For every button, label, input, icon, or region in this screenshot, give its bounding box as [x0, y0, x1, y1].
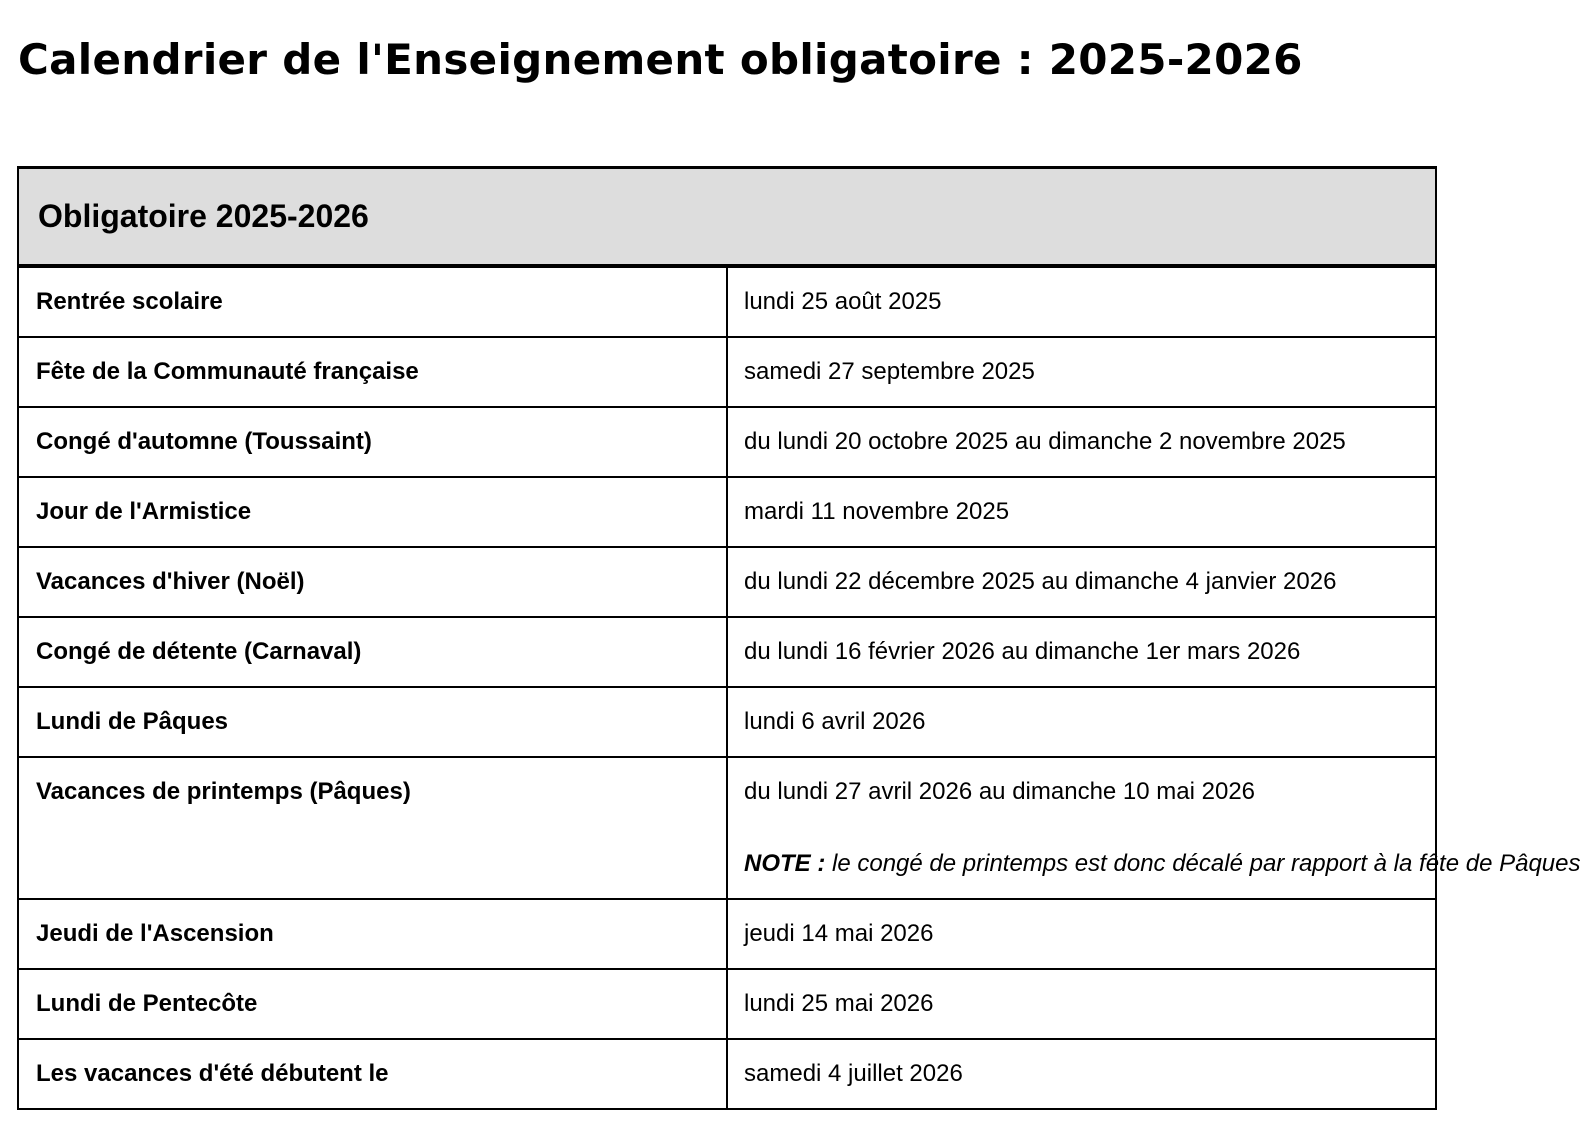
- row-label: Les vacances d'été débutent le: [18, 1039, 727, 1109]
- table-row: [18, 757, 1436, 899]
- note-label: NOTE :: [744, 849, 826, 877]
- row-value: lundi 25 août 2025: [727, 266, 1436, 337]
- row-label: Congé d'automne (Toussaint): [18, 407, 727, 477]
- row-value: du lundi 20 octobre 2025 au dimanche 2 novembre 2025: [727, 407, 1436, 477]
- row-label: Lundi de Pâques: [18, 687, 727, 757]
- row-value: mardi 11 novembre 2025: [727, 477, 1436, 547]
- table-row: [18, 899, 1436, 969]
- row-value: jeudi 14 mai 2026: [727, 899, 1436, 969]
- row-value: samedi 4 juillet 2026: [727, 1039, 1436, 1109]
- row-value: samedi 27 septembre 2025: [727, 337, 1436, 407]
- table-row: [18, 477, 1436, 547]
- row-label: Rentrée scolaire: [18, 266, 727, 337]
- row-label: Jour de l'Armistice: [18, 477, 727, 547]
- row-label: Congé de détente (Carnaval): [18, 617, 727, 687]
- page-title: Calendrier de l'Enseignement obligatoire : 2025-2026: [18, 35, 1303, 84]
- table-row: [18, 969, 1436, 1039]
- table-row: [18, 266, 1436, 337]
- table-row: [18, 337, 1436, 407]
- row-label: Vacances d'hiver (Noël): [18, 547, 727, 617]
- table-row: [18, 1039, 1436, 1109]
- calendar-table: [17, 166, 1580, 1110]
- table-header: Obligatoire 2025-2026: [18, 168, 1436, 266]
- row-label: Jeudi de l'Ascension: [18, 899, 727, 969]
- table-row: [18, 547, 1436, 617]
- note-text: le congé de printemps est donc décalé par rapport à la fête de Pâques: [825, 849, 1580, 877]
- row-label: Vacances de printemps (Pâques): [18, 757, 727, 899]
- table-row: [18, 617, 1436, 687]
- row-value: du lundi 22 décembre 2025 au dimanche 4 janvier 2026: [727, 547, 1436, 617]
- row-value: lundi 25 mai 2026: [727, 969, 1436, 1039]
- table-row: [18, 407, 1436, 477]
- table-header-row: [18, 168, 1436, 266]
- row-label: Fête de la Communauté française: [18, 337, 727, 407]
- table-row: [18, 687, 1436, 757]
- row-value: du lundi 16 février 2026 au dimanche 1er mars 2026: [727, 617, 1436, 687]
- row-value-with-note: [727, 757, 1580, 899]
- row-value: du lundi 27 avril 2026 au dimanche 10 mai 2026: [744, 777, 1256, 805]
- row-value: lundi 6 avril 2026: [727, 687, 1436, 757]
- note: [744, 849, 1580, 879]
- row-label: Lundi de Pentecôte: [18, 969, 727, 1039]
